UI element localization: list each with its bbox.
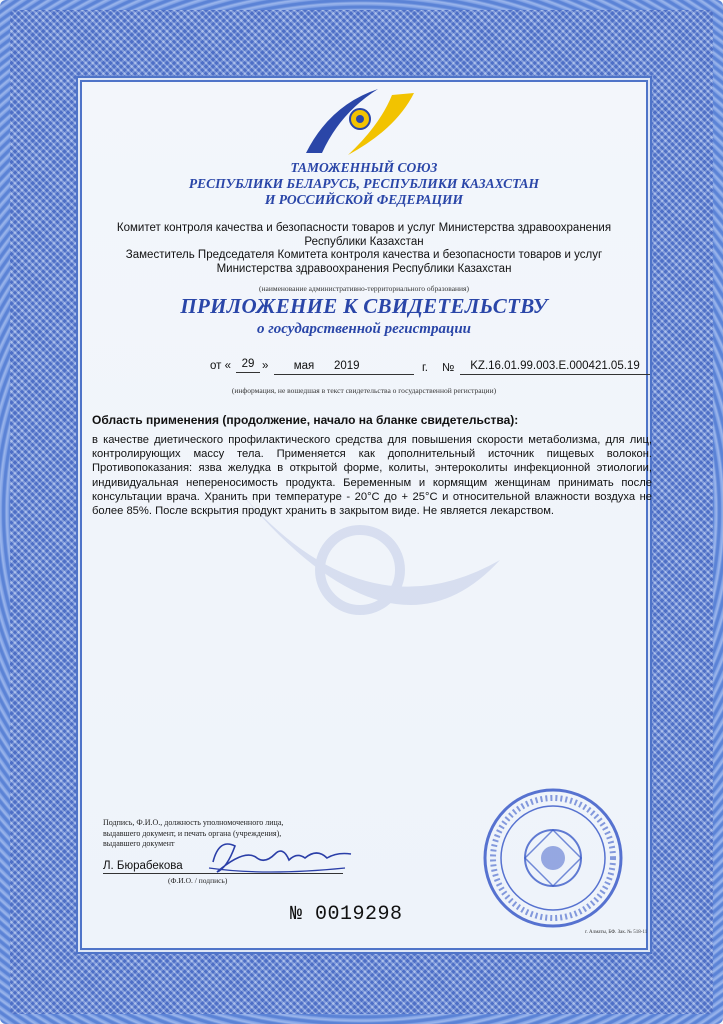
customs-union-logo (300, 85, 420, 157)
date-day: 29 (236, 358, 260, 373)
handwritten-signature (205, 828, 355, 883)
signature-line (103, 873, 343, 874)
official-stamp (478, 787, 628, 929)
printer-note: г. Алматы, БФ. Зак. № 518-11 (585, 930, 648, 935)
customs-union-title (82, 160, 646, 208)
date-year: 2019 (328, 360, 414, 375)
issuing-authority (82, 222, 646, 276)
registration-number: KZ.16.01.99.003.E.000421.05.19 (460, 360, 650, 375)
date-year-suffix: г. (422, 362, 428, 374)
date-month: мая (274, 360, 334, 375)
signature-label-line-2: выдавшего документ, и печать органа (учреждения), (103, 828, 282, 838)
admin-note: (наименование административно-территориального образования) (258, 284, 469, 293)
date-day-close: » (262, 360, 269, 372)
info-note: (информация, не вошедшая в текст свидетельства о государственной регистрации) (231, 386, 497, 395)
committee-line-1: Комитет контроля качества и безопасности товаров и услуг Министерства здравоохранения (116, 222, 612, 234)
signature-label-line-1: Подпись, Ф.И.О., должность уполномоченного лица, (103, 818, 284, 827)
document-title: ПРИЛОЖЕНИЕ К СВИДЕТЕЛЬСТВУ (180, 294, 548, 318)
date-line (210, 358, 650, 378)
committee-line-2: Республики Казахстан (304, 235, 424, 248)
union-line-1: ТАМОЖЕННЫЙ СОЮЗ (290, 160, 438, 175)
scope-text: в качестве диетического профилактического средства для повышения скорости метаболизма, для лиц, контролирующих массу тела. Применяется как дополнительный источник пищевых волокон. Противопоказания: язва желудка в открытой форме, колиты, энтероколиты инфекционной этиологии, индивидуальная непереносимость продукта. Беременным и кормящим женщинам принимать после консультации врача. Хранить при температуре - 20°С до + 25°С и относительной влажности воздуха не более 85%. После вскрытия продукт хранить в закрытом виде. Не является лекарством. (92, 434, 652, 518)
committee-line-3: Заместитель Председателя Комитета контроля качества и безопасности товаров и услуг (125, 249, 603, 261)
signature-label-line-3: выдавшего документ (103, 839, 175, 848)
document-subtitle: о государственной регистрации (256, 321, 472, 337)
date-prefix: от « (210, 360, 232, 372)
signatory-name: Л. Бюрабекова (103, 860, 183, 872)
union-line-2: РЕСПУБЛИКИ БЕЛАРУСЬ, РЕСПУБЛИКИ КАЗАХСТАН (188, 176, 540, 191)
number-sign: № (442, 362, 455, 374)
committee-line-4: Министерства здравоохранения Республики Казахстан (216, 262, 512, 275)
signature-sub-label: (Ф.И.О. / подпись) (168, 876, 228, 885)
form-number: № 0019298 (290, 903, 403, 926)
scope-title: Область применения (продолжение, начало на бланке свидетельства): (92, 413, 519, 427)
union-line-3: И РОССИЙСКОЙ ФЕДЕРАЦИИ (264, 192, 464, 207)
